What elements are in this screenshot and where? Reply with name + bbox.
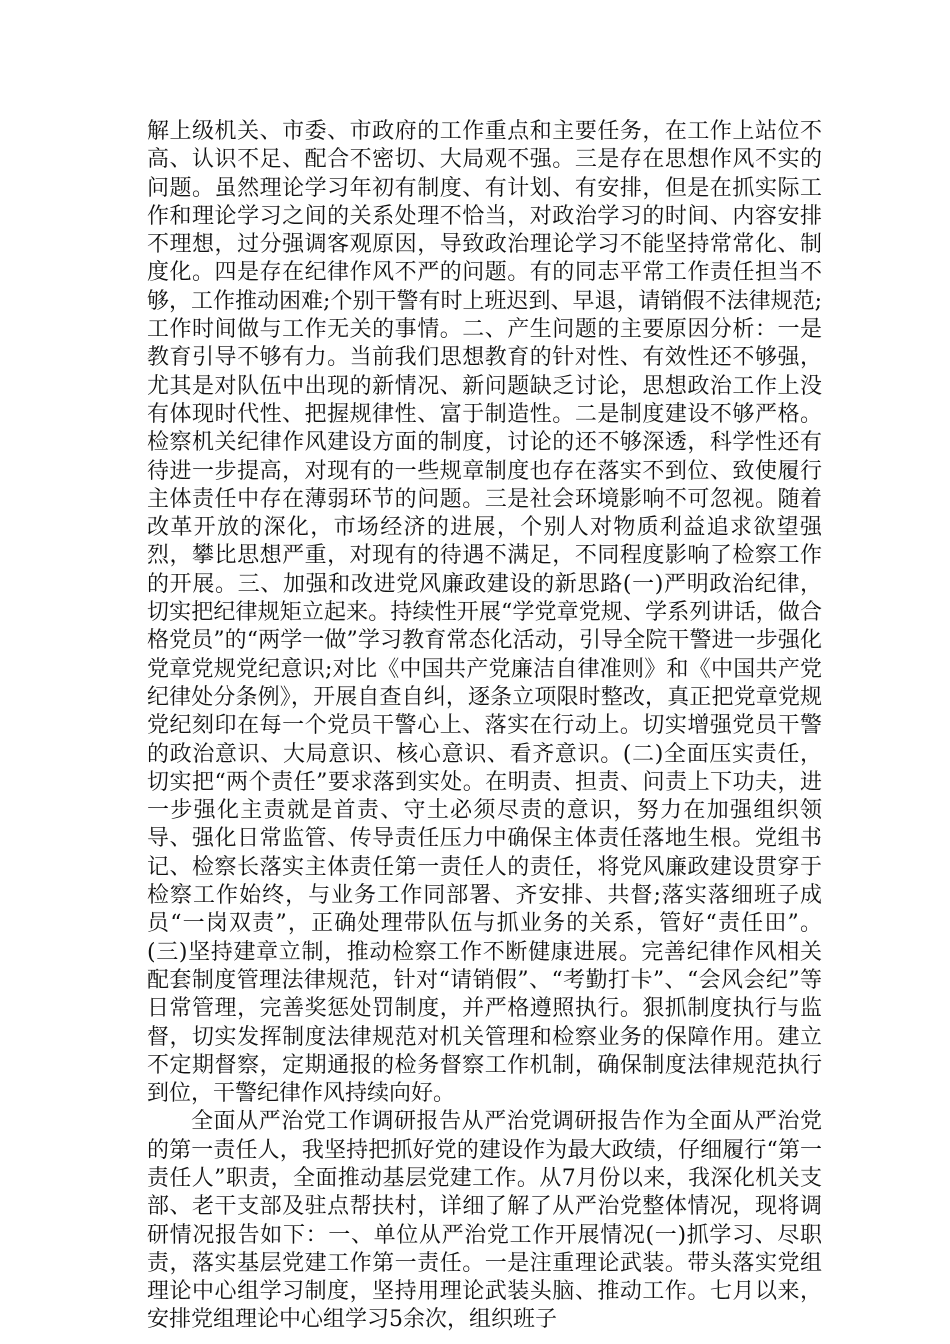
body-paragraph-continued: 解上级机关、市委、市政府的工作重点和主要任务，在工作上站位不高、认识不足、配合不密切、大局观不强。三是存在思想作风不实的问题。虽然理论学习年初有制度、有计划、有安排，但是在抓实际工作和理论学习之间的关系处理不恰当，对政治学习的时间、内容安排不理想，过分强调客观原因，导致政治理论学习不能坚持常常化、制度化。四是存在纪律作风不严的问题。有的同志平常工作责任担当不够，工作推动困难;个别干警有时上班迟到、早退，请销假不法律规范;工作时间做与工作无关的事情。二、产生问题的主要原因分析：一是教育引导不够有力。当前我们思想教育的针对性、有效性还不够强，尤其是对队伍中出现的新情况、新问题缺乏讨论，思想政治工作上没有体现时代性、把握规律性、富于制造性。二是制度建设不够严格。检察机关纪律作风建设方面的制度，讨论的还不够深透，科学性还有待进一步提高，对现有的一些规章制度也存在落实不到位、致使履行主体责任中存在薄弱环节的问题。三是社会环境影响不可忽视。随着改革开放的深化，市场经济的进展，个别人对物质利益追求欲望强烈，攀比思想严重，对现有的待遇不满足，不同程度影响了检察工作的开展。三、加强和改进党风廉政建设的新思路(一)严明政治纪律，切实把纪律规矩立起来。持续性开展“学党章党规、学系列讲话，做合格党员”的“两学一做”学习教育常态化活动，引导全院干警进一步强化党章党规党纪意识;对比《中国共产党廉洁自律准则》和《中国共产党纪律处分条例》，开展自查自纠，逐条立项限时整改，真正把党章党规党纪刻印在每一个党员干警心上、落实在行动上。切实增强党员干警的政治意识、大局意识、核心意识、看齐意识。(二)全面压实责任，切实把“两个责任”要求落到实处。在明责、担责、问责上下功夫，进一步强化主责就是首责、守土必须尽责的意识，努力在加强组织领导、强化日常监管、传导责任压力中确保主体责任落地生根。党组书记、检察长落实主体责任第一责任人的责任，将党风廉政建设贯穿于检察工作始终，与业务工作同部署、齐安排、共督;落实落细班子成员“一岗双责”，正确处理带队伍与抓业务的关系，管好“责任田”。(三)坚持建章立制，推动检察工作不断健康进展。完善纪律作风相关配套制度管理法律规范，针对“请销假”、“考勤打卡”、“会风会纪”等日常管理，完善奖惩处罚制度，并严格遵照执行。狠抓制度执行与监督，切实发挥制度法律规范对机关管理和检察业务的保障作用。建立不定期督察，定期通报的检务督察工作机制，确保制度法律规范执行到位，干警纪律作风持续向好。: [147, 119, 822, 1107]
body-paragraph-report: 全面从严治党工作调研报告从严治党调研报告作为全面从严治党的第一责任人，我坚持把抓好党的建设作为最大政绩，仔细履行“第一责任人”职责，全面推动基层党建工作。从7月份以来，我深化机关支部、老干支部及驻点帮扶村，详细了解了从严治党整体情况，现将调研情况报告如下：一、单位从严治党工作开展情况(一)抓学习、尽职责，落实基层党建工作第一责任。一是注重理论武装。带头落实党组理论中心组学习制度，坚持用理论武装头脑、推动工作。七月以来，安排党组理论中心组学习5余次，组织班子: [147, 1109, 822, 1333]
document-page: [147, 118, 822, 1335]
